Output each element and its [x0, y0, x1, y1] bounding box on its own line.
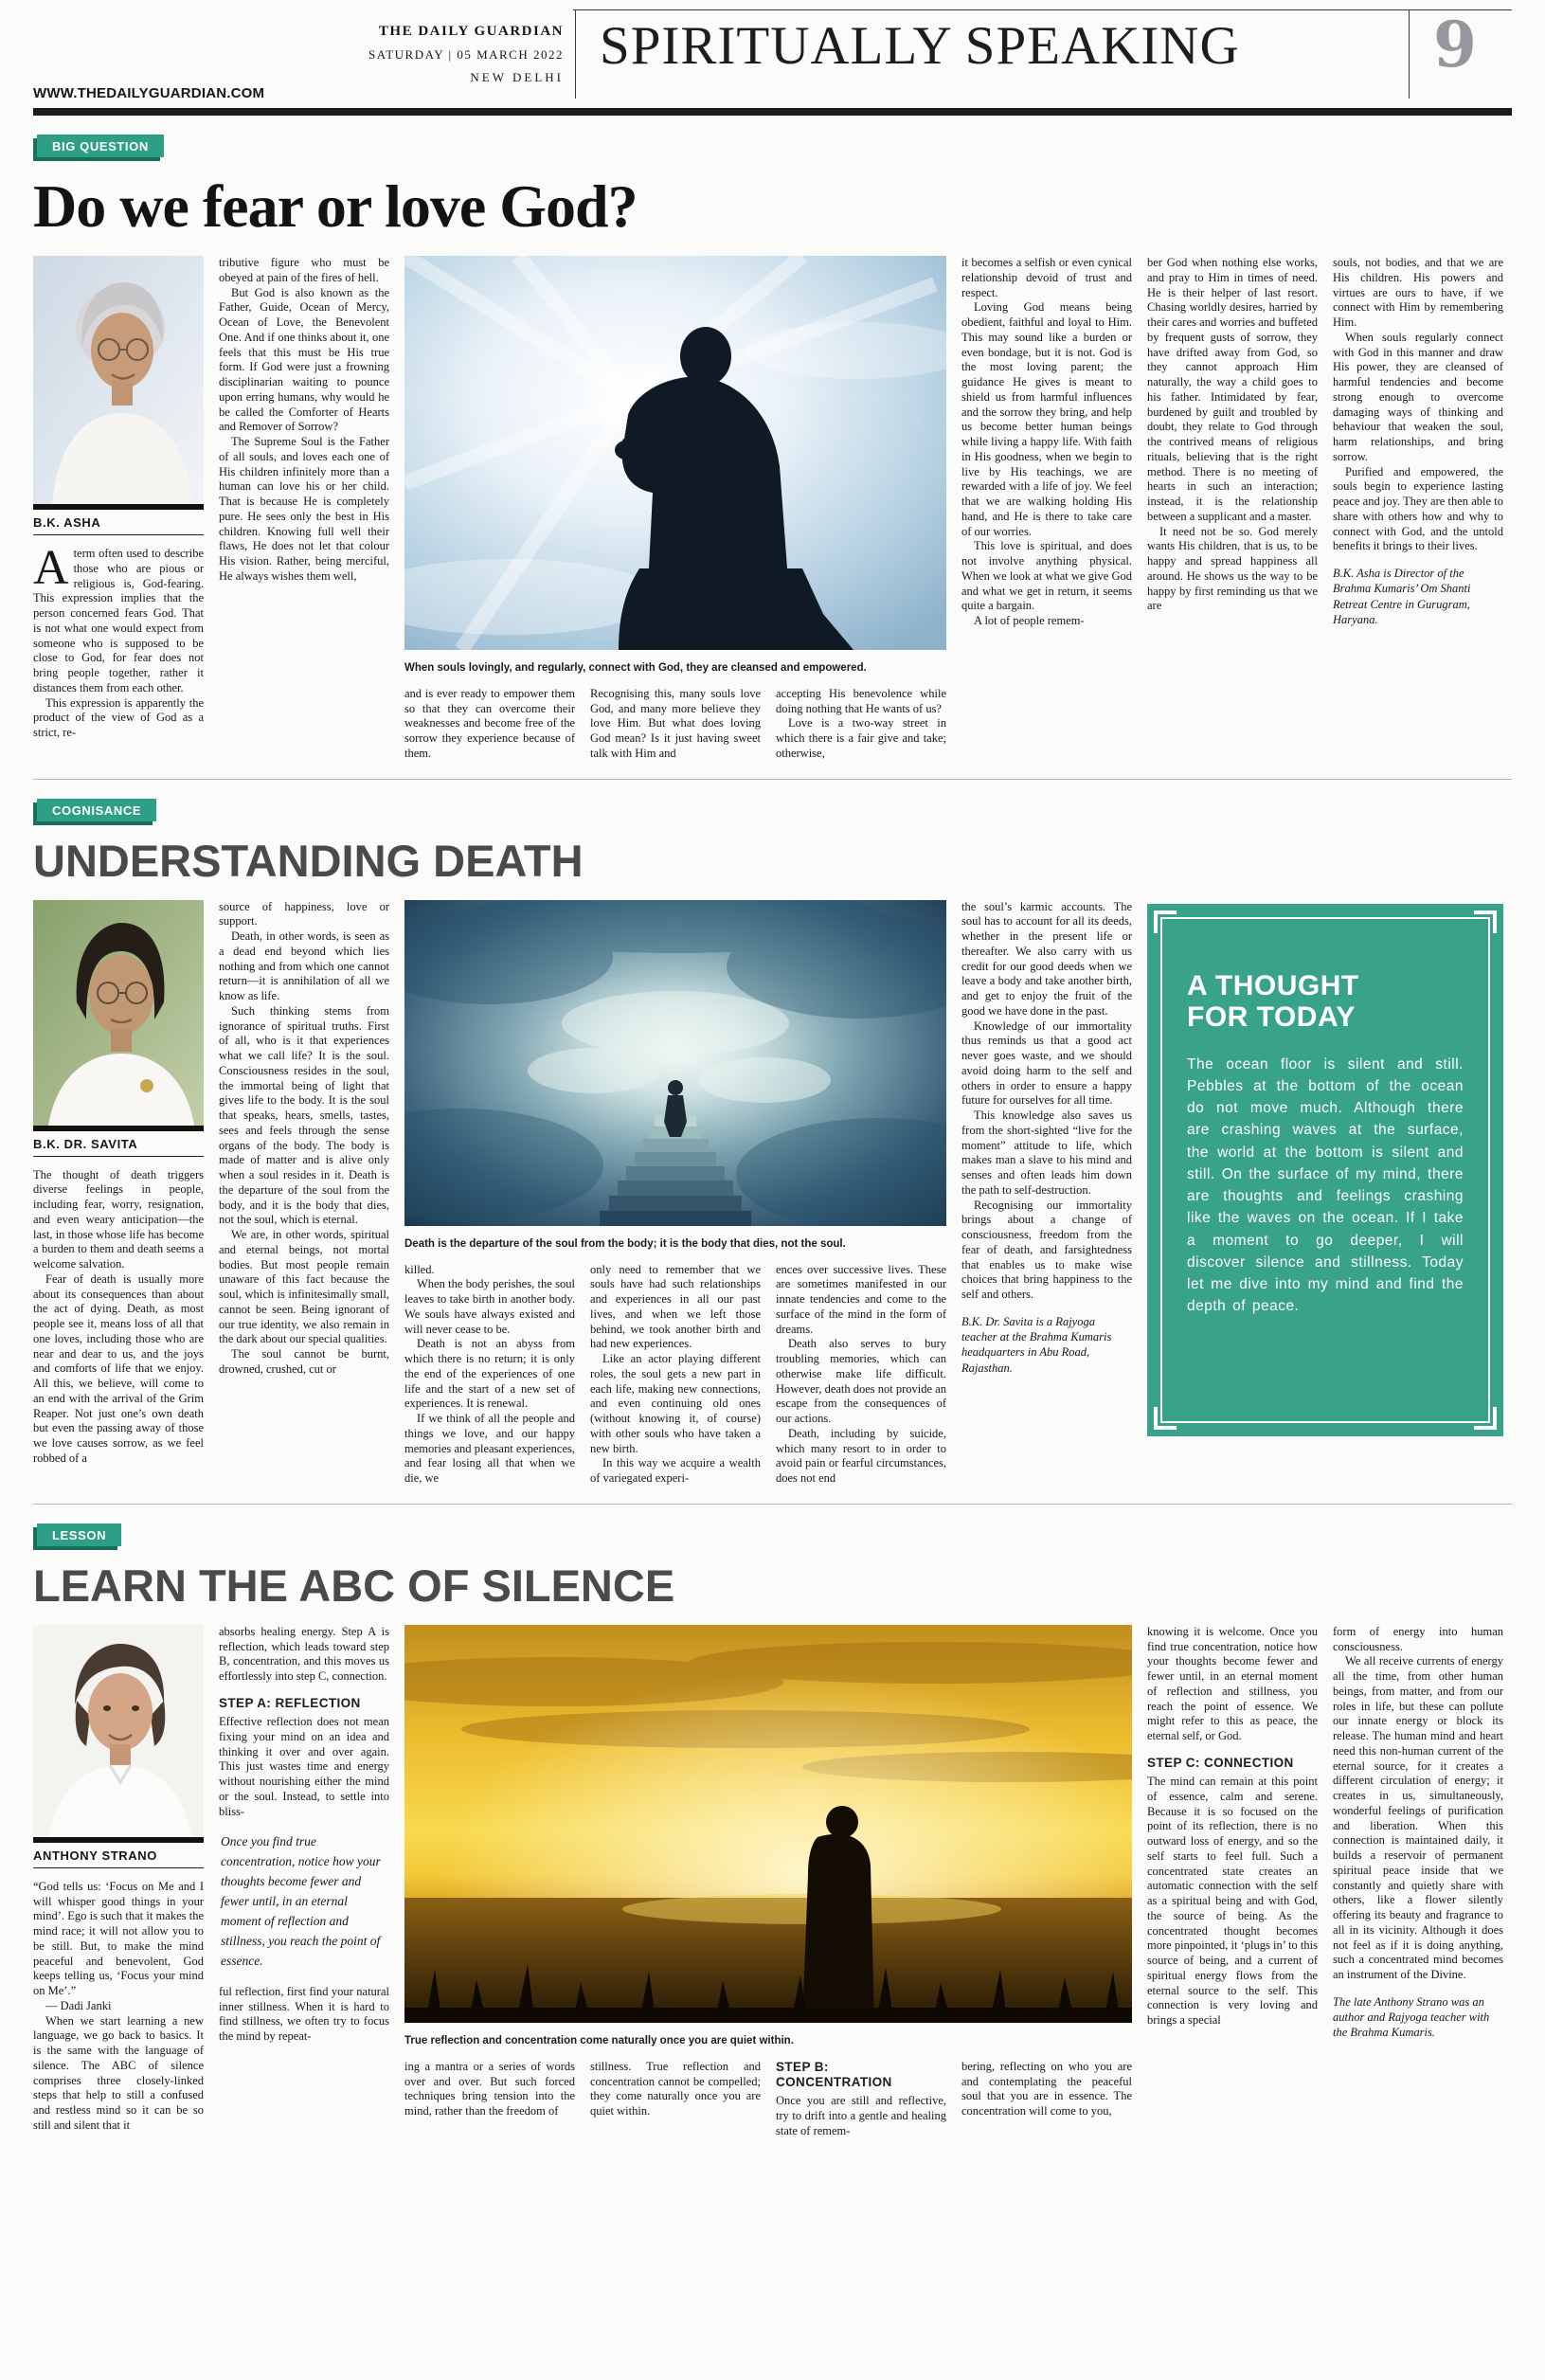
- thought-box-title: A THOUGHT FOR TODAY: [1187, 969, 1359, 1033]
- image-caption: When souls lovingly, and regularly, connect with God, they are cleansed and empowered.: [404, 662, 867, 674]
- paper-name: THE DAILY GUARDIAN: [378, 24, 564, 39]
- section-title: SPIRITUALLY SPEAKING: [600, 16, 1240, 76]
- text-column: stillness. True reflection and concentration cannot be compelled; they come naturally once you are quiet within.: [590, 2059, 761, 2119]
- article-big-question: [33, 131, 1512, 780]
- section-divider: [33, 779, 1512, 780]
- author-box: [33, 1625, 204, 1868]
- article-title: Do we fear or love God?: [33, 172, 638, 240]
- sunset-meditation-photo: [404, 1625, 1132, 2023]
- website-url: WWW.THEDAILYGUARDIAN.COM: [33, 85, 265, 101]
- step-a-heading: STEP A: REFLECTION: [219, 1695, 361, 1710]
- text-column: ing a mantra or a series of words over and over. But such forced techniques bring tension into the mind, rather than the freedom of: [404, 2059, 575, 2119]
- masthead-divider-left: [575, 9, 576, 99]
- paper-city: NEW DELHI: [470, 69, 564, 84]
- praying-man-photo: [404, 256, 946, 650]
- text-column: [33, 256, 204, 741]
- text-column: tributive figure who must be obeyed at pain of the fires of hell. But God is also known as the Father, Guide, Ocean of Mercy, Ocean of Love, the Benevolent One. And if one thinks about it, one feels that this must be His true form. If God were just a frowning disciplinarian waiting to pounce upon erring humans, why would he be called the Comforter of Hearts and Remover of Sorrow? The Supreme Soul is the Father of all souls, and loves each one of His children infinitely more than a human can love his or her child. That is because He is completely pure. He sees only the best in His children. Knowing full well their flaws, He does not let that colour His vision. Rather, being merciful, He always wishes them well,: [219, 256, 389, 583]
- text-column: the soul’s karmic accounts. The soul has to account for all its deeds, whether in the present life or thereafter. We also carry with us credit for our good deeds when we leave a body and take another birth, and get to enjoy the fruit of the good we have done in the past. Knowledge of our immortality thus reminds us that a good act never goes waste, and we should avoid doing harm to the self and others in order to ensure a happy future for ourselves for all time. This knowledge also saves us from the short-sighted “live for the moment” attitude to life, which makes man a slave to his mind and senses and often leads him down the path to self-destruction. Recognising our immortality brings about a change of consciousness, freedom from the fear of death, and farsightedness that enables us to make wise choices that bring happiness to the self and others. B.K. Dr. Savita is a Rajyoga teacher at the Brahma Kumaris headquarters in Abu Road, Rajasthan.: [961, 899, 1132, 1375]
- paper-date: SATURDAY | 05 MARCH 2022: [368, 47, 564, 62]
- text-column: only need to remember that we souls have had such relationships and experiences in all our past lives, and when we left those behind, we took another birth and had new experiences. Like an actor playing different roles, the soul gets a new part in each life, making new connections, and even continuing old ones (without knowing it, of course) with other souls who have taken a new birth. In this way we acquire a wealth of variegated experi-: [590, 1262, 761, 1486]
- author-box: [33, 900, 204, 1157]
- section-divider: [33, 1504, 1512, 1505]
- article-text: “God tells us: ‘Focus on Me and I will whisper good things in your mind’. Ego is such that it makes the mind race; it will not allow you to be still. But, to make the mind peaceful and benevolent, God keeps telling us, ‘Focus your mind on Me’.” — Dadi Janki When we start learning a new language, we go back to basics. It is the same with the language of silence. The ABC of silence comprises three closely-linked steps that help to still a confused and restless mind so it can be so still and silent that it: [33, 1879, 204, 2132]
- newspaper-page: [0, 8, 1545, 2138]
- text-column: ber God when nothing else works, and pray to Him in times of need. He is their helper of last resort. Chasing worldly desires, harried by their cares and worries and buffeted by frequent gusts of sorrow, they have drifted away from God, so they cannot approach Him naturally, the way a child goes to his father. Intimidated by fear, burdened by guilt and troubled by doubt, they relate to God through the contrived means of religious rituals, believing that is the right method. There is no meeting of hearts in such an interaction; instead, it is the relationship between a supplicant and a master. It need not be so. God merely wants His children, that is us, to be happy and spread happiness all around. He shows us the way to be happy by first reminding us that we are: [1147, 256, 1318, 613]
- text-column: absorbs healing energy. Step A is reflection, which leads toward step B, concentration, and this moves us effortlessly into step C, connection. STEP A: REFLECTION Effective reflection does not mean fixing your mind on an idea and thinking it over and over again. This just wastes time and energy without nourishing either the mind or the soul. Instead, to settle into bliss- Once you find true concentration, notice how your thoughts become fewer and fewer until, in an eternal moment of reflection and stillness, you reach the point of essence. ful reflection, first find your natural inner stillness. When it is hard to find stillness, we often try to focus the mind by repeat-: [219, 1624, 389, 2044]
- text-column: and is ever ready to empower them so that they can overcome their weaknesses and become free of the sorrow they experience because of them.: [404, 686, 575, 760]
- article-image-block: [404, 1625, 1132, 2139]
- article-title: LEARN THE ABC OF SILENCE: [33, 1560, 675, 1611]
- author-photo-savita: [33, 900, 204, 1126]
- author-photo-asha: [33, 256, 204, 504]
- text-column: Recognising this, many souls love God, and many more believe they love Him. But what does loving God mean? Is it just having sweet talk with Him and: [590, 686, 761, 760]
- masthead-divider-right: [1409, 9, 1410, 99]
- text-column: [33, 900, 204, 1467]
- text-column: souls, not bodies, and that we are His children. His powers and virtues are ours to have, if we connect with Him by remembering Him. When souls regularly connect with God in this manner and draw His power, they are cleansed of harmful tendencies and become strong enough to overcome damaging ways of thinking and behaviour that weaken the soul, harm relationships, and bring sorrow. Purified and empowered, the souls begin to experience lasting peace and joy. They are then able to share with others how and why to connect with God, and the untold benefits it brings to their lives. B.K. Asha is Director of the Brahma Kumaris’ Om Shanti Retreat Centre in Gurugram, Haryana.: [1333, 256, 1503, 626]
- article-image-block: [404, 900, 946, 1487]
- text-column: killed. When the body perishes, the soul leaves to take birth in another body. We souls have always existed and will never cease to be. Death is not an abyss from which there is no return; it is only the end of the experiences of one life and the start of a new set of experiences. It is renewal. If we think of all the people and things we love, and our happy memories and pleasant experiences, and fear losing all that when we die, we: [404, 1262, 575, 1486]
- text-column: ences over successive lives. These are sometimes manifested in our innate tendencies and come to the surface of the mind in the form of dreams. Death also serves to bury troubling memories, which can otherwise make life difficult. However, death does not provide an escape from the consequences of our actions. Death, including by suicide, which many resort to in order to avoid pain or fearful circumstances, does not end: [776, 1262, 946, 1486]
- kicker-badge: COGNISANCE: [37, 799, 156, 821]
- text-column: it becomes a selfish or even cynical relationship devoid of trust and respect. Loving God means being obedient, faithful and loyal to Him. This may sound like a burden or even bondage, but it is not. God is the most loving parent; the guidance He gives is meant to shield us from harmful influences and the sorrow they bring, and help us become better human beings while living a happy life. With faith in His goodness, when we begin to live by His teachings, we are rewarded with a life of joy. We feel that we are walking holding His hand, and He is there to take care of our worries. This love is spiritual, and does not involve anything physical. When we look at what we give God and what we get in return, it seems quite a bargain. A lot of people remem-: [961, 256, 1132, 627]
- article-understanding-death: [33, 795, 1512, 1505]
- thought-box-body: The ocean floor is silent and still. Pebbles at the bottom of the ocean do not move much. Although there are crashing waves at the surface, the world at the bottom is silent and still. On the surface of my mind, there are thoughts and feelings crashing like the waves on the ocean. If I take a moment to go deeper, I will discover silence and stillness. Today let me dive into my mind and find the depth of peace.: [1187, 1055, 1464, 1315]
- masthead: [33, 8, 1512, 106]
- text-column: source of happiness, love or support. Death, in other words, is seen as a dead end beyond which lies nothing and from which one cannot return—it is annihilation of all we know as life. Such thinking stems from ignorance of spiritual truths. First of all, who is it that experiences what we call life? It is the soul. Consciousness resides in the soul, the immortal being of light that gives life to the body. It is the soul that speaks, hears, smells, tastes, sees and feels through the sense organs of the body. The body is made of matter and is alive only when a soul resides in it. Death is the departure of the soul from the body, and it is the body that dies, not the soul, which is eternal. We are, in other words, spiritual and eternal beings, not mortal bodies. But most people remain unaware of this fact because the soul, which is infinitesimally small, cannot be seen. Being ignorant of our true identity, we also remain in the dark about our special qualities. The soul cannot be burnt, drowned, crushed, cut or: [219, 899, 389, 1376]
- kicker-badge: LESSON: [37, 1524, 121, 1546]
- frame-corner: [1154, 1407, 1177, 1430]
- author-bio: The late Anthony Strano was an author and Rajyoga teacher with the Brahma Kumaris.: [1333, 1994, 1490, 2040]
- author-box: [33, 256, 204, 535]
- article-abc-of-silence: [33, 1520, 1512, 2139]
- masthead-top-rule: [573, 9, 1512, 10]
- text-column: bering, reflecting on who you are and contemplating the peaceful soul that you are in essence. The concentration will come to you,: [961, 2059, 1132, 2119]
- image-caption: True reflection and concentration come naturally once you are quiet within.: [404, 2034, 794, 2046]
- page-number: 9: [1433, 8, 1477, 81]
- author-bio: B.K. Asha is Director of the Brahma Kumaris’ Om Shanti Retreat Centre in Gurugram, Haryana.: [1333, 567, 1471, 626]
- soul-tunnel-photo: [404, 900, 946, 1226]
- drop-cap: A: [33, 541, 69, 595]
- article-text: The thought of death triggers diverse feelings in people, including fear, worry, resignation, and even weary anticipation—the last, in those whose life has become a burden to them and death seems a welcome salvation. Fear of death is usually more about its consequences than about the act of dying. Death, as most people see it, means loss of all that one loves, including those who are near and dear to us, and the joys and comforts of life that we enjoy. All this, we believe, will come to an end with the arrival of the Grim Reaper. Not just one’s own death but even the passing away of those we love causes sorrow, as we feel robbed of a: [33, 1167, 204, 1465]
- frame-corner: [1474, 1407, 1497, 1430]
- pull-quote: Once you find true concentration, notice how your thoughts become fewer and fewer until, in an eternal moment of reflection and stillness, you reach the point of essence.: [221, 1834, 381, 1968]
- author-name: B.K. DR. SAVITA: [33, 1131, 204, 1157]
- author-name: B.K. ASHA: [33, 510, 204, 535]
- masthead-date-block: [147, 23, 564, 84]
- image-caption: Death is the departure of the soul from the body; it is the body that dies, not the soul.: [404, 1237, 846, 1250]
- article-title: UNDERSTANDING DEATH: [33, 835, 584, 886]
- thought-for-today-box: [1147, 904, 1503, 1436]
- text-column: knowing it is welcome. Once you find true concentration, notice how your thoughts become fewer and fewer until, in an eternal moment of reflection and stillness, you reach the point of essence. We might refer to this as peace, the eternal self, or God. STEP C: CONNECTION The mind can remain at this point of essence, calm and serene. Because it is so focused on the point of its reflection, there is no outward loss of energy, and so the self starts to feel full. Such a concentrated state creates an automatic connection with the self as a spiritual being and with God, the source of being. As the concentrated thought becomes more pinpointed, it ‘plugs in’ to this source of being, and a current of spiritual energy flows from the eternal source to the self. This connection is very loving and brings a special: [1147, 1624, 1318, 2028]
- step-c-heading: STEP C: CONNECTION: [1147, 1755, 1294, 1770]
- article-image-block: [404, 256, 946, 762]
- masthead-thick-rule: [33, 108, 1512, 116]
- text-column: STEP B: CONCENTRATION Once you are still and reflective, try to drift into a gentle and healing state of remem-: [776, 2059, 946, 2137]
- text-column: accepting His benevolence while doing nothing that He wants of us? Love is a two-way street in which there is a fair give and take; otherwise,: [776, 686, 946, 760]
- author-photo-strano: [33, 1625, 204, 1837]
- kicker-badge: BIG QUESTION: [37, 135, 164, 157]
- author-bio: B.K. Dr. Savita is a Rajyoga teacher at the Brahma Kumaris headquarters in Abu Road, Rajasthan.: [961, 1314, 1112, 1375]
- step-b-heading: STEP B: CONCENTRATION: [776, 2059, 892, 2089]
- article-text: Aterm often used to describe those who are pious or religious is, God-fearing. This expression implies that the person concerned fears God. That is not what one would expect from someone who is supposed to be close to God, for fear does not bring people together, rather it distances them from each other. This expression is apparently the product of the view of God as a strict, re-: [33, 541, 204, 739]
- author-name: ANTHONY STRANO: [33, 1843, 204, 1868]
- text-column: [33, 1625, 204, 2134]
- text-column: form of energy into human consciousness. We all receive currents of energy all the time, from other human beings, from matter, and from our roles in life, but these can pollute our innate energy or block its release. The human mind and heart need this non-human current of the eternal source, for it creates a different circulation of energy; it creates in us, simultaneously, wonderful feelings of purification and liberation. When this connection is maintained daily, it builds a reservoir of permanent spiritual peace inside that we constantly and quietly share with others, like a flower silently offering its beauty and fragrance to all in its vicinity. Although it does not feel as if it is doing anything, such a concentrated mind becomes an instrument of the Divine. The late Anthony Strano was an author and Rajyoga teacher with the Brahma Kumaris.: [1333, 1624, 1503, 2040]
